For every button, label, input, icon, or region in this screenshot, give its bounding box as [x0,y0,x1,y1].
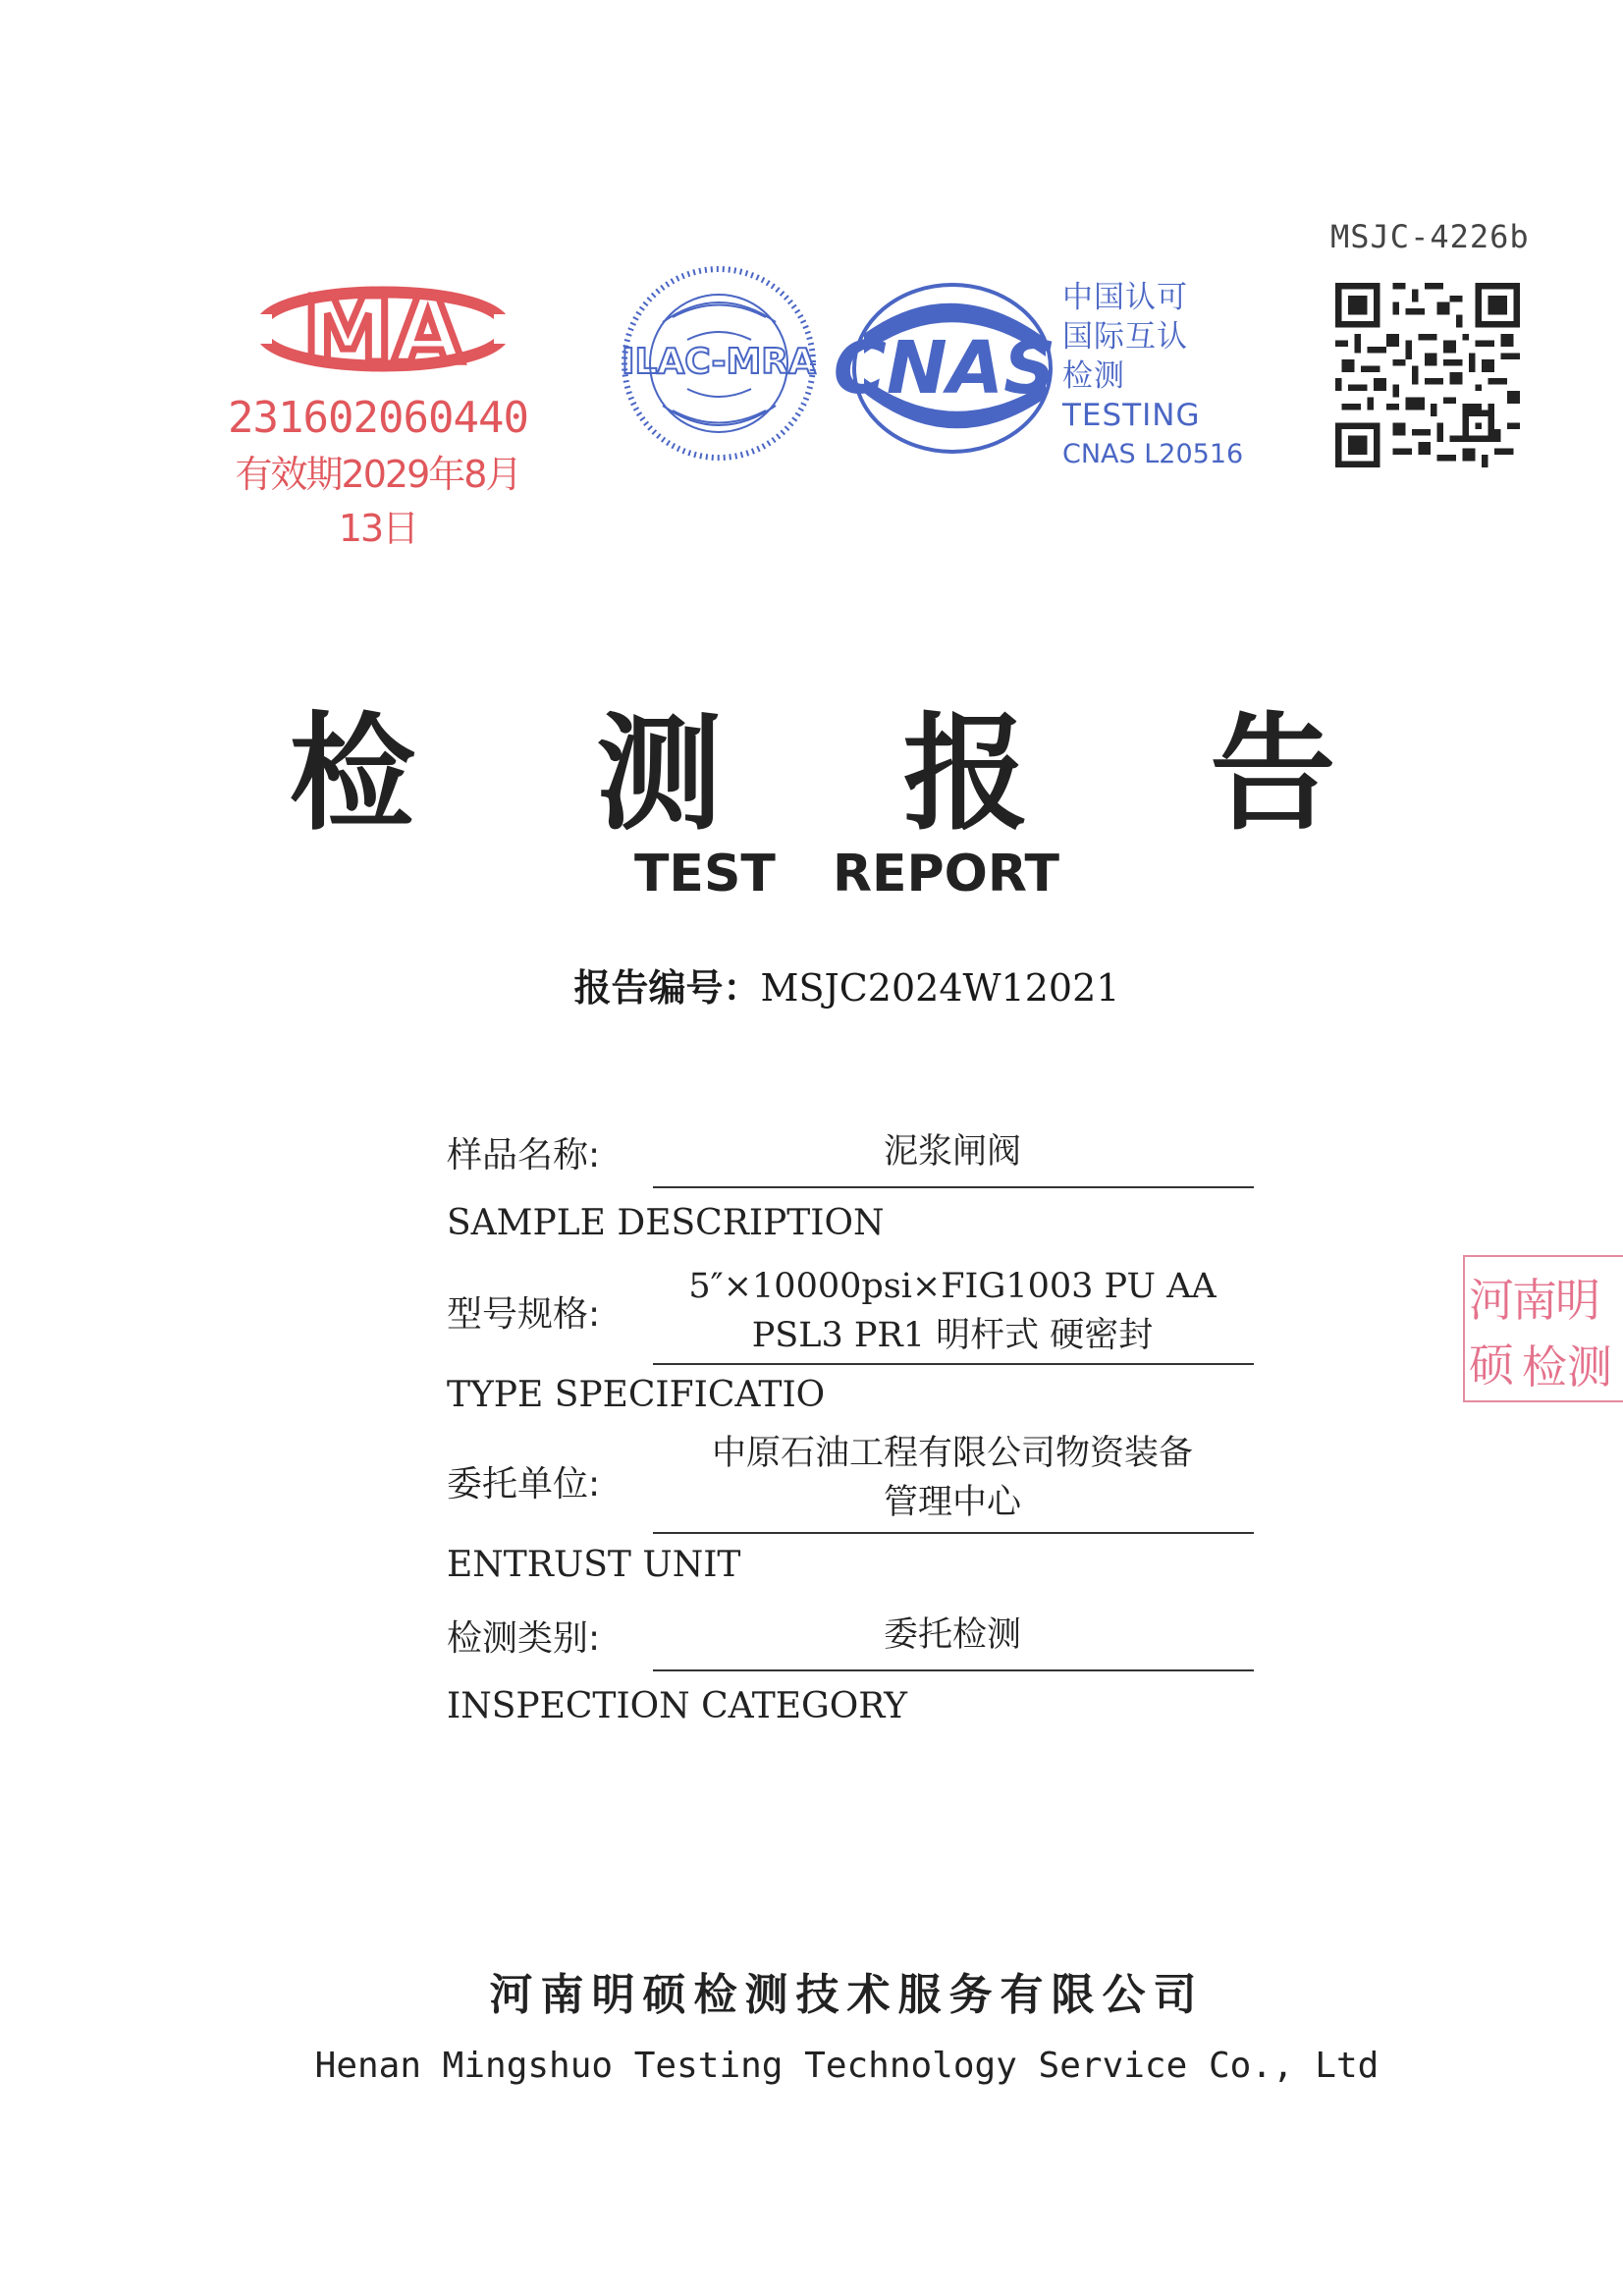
svg-text:CNAS: CNAS [833,326,1056,410]
document-code: MSJC-4226b [1330,218,1530,255]
entrust-underline [653,1532,1254,1534]
report-title-en: TEST REPORT [633,845,1060,903]
category-label-cn: 检测类别: [447,1618,601,1659]
category-value: 委托检测 [883,1615,1021,1655]
type-value-line1: 5″×10000psi×FIG1003 PU AA [688,1267,1217,1306]
cnas-line: 检测 [1062,358,1125,394]
company-seal-stamp [1463,1255,1623,1407]
svg-text:ILAC-MRA: ILAC-MRA [622,342,816,382]
report-title-cn: 检 测 报 告 [289,700,1405,847]
category-label-en: INSPECTION CATEGORY [447,1686,908,1726]
sample-label-en: SAMPLE DESCRIPTION [447,1203,885,1243]
report-number [0,957,1623,1011]
company-name-cn: 河南明硕检测技术服务有限公司 [489,1970,1205,2020]
entrust-label-en: ENTRUST UNIT [447,1545,741,1585]
category-underline [653,1669,1254,1671]
type-value-line2: PSL3 PR1 明杆式 硬密封 [751,1316,1154,1355]
entrust-label-cn: 委托单位: [447,1464,601,1504]
company-name-en: Henan Mingshuo Testing Technology Service Co., Ltd [314,2046,1380,2086]
seal-text-line2: 检测 [1522,1340,1612,1394]
cnas-line: 国际互认 [1062,319,1188,355]
type-label-cn: 型号规格: [447,1294,601,1335]
sample-underline [653,1186,1254,1188]
cma-validity: 有效期2029年8月13日 [235,453,521,550]
cma-stamp [221,260,545,550]
seal-text-line1: 河南明硕 [1469,1274,1598,1392]
cnas-logo-icon [825,280,1065,457]
cma-logo-icon [221,260,545,398]
type-label-en: TYPE SPECIFICATIO [447,1375,826,1415]
sample-value: 泥浆闸阀 [883,1132,1021,1172]
cnas-line: TESTING [1062,398,1201,433]
sample-label-cn: 样品名称: [447,1135,601,1175]
entrust-value-line2: 管理中心 [883,1483,1021,1522]
svg-text:MA: MA [302,278,463,383]
cnas-line: CNAS L20516 [1062,439,1244,469]
cma-number: 231602060440 [228,393,528,443]
cnas-accreditation-text [1062,278,1243,474]
ilac-mra-logo-icon [619,263,820,465]
type-underline [653,1363,1254,1365]
report-number-label: 报告编号： [573,966,761,1010]
entrust-value-line1: 中原石油工程有限公司物资装备 [711,1434,1193,1473]
cnas-line: 中国认可 [1062,280,1188,315]
report-number-value: MSJC2024W12021 [760,966,1120,1010]
qr-code-icon [1335,283,1520,467]
